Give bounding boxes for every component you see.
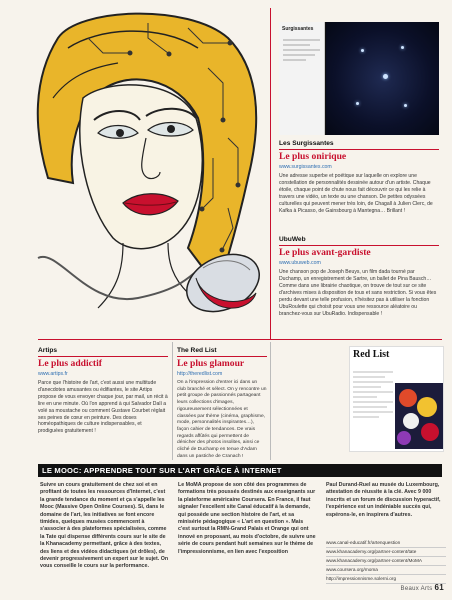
text-line	[353, 396, 377, 398]
text-line	[353, 391, 393, 393]
section-ubuweb	[279, 236, 439, 318]
section-rule	[38, 356, 168, 357]
constellation-view	[326, 22, 439, 135]
mooc-link[interactable]: www.khanacademy.org/partner-content/MoMA	[326, 557, 446, 566]
section-rule	[177, 356, 267, 357]
section-text: Une chanson pop de Joseph Beuys, un film dada tourné par Duchamp, un enregistrement de Sartre, un ballet de Pina Bausch… Comme dans une librairie chaotique, on trouve de tout sur ce site d'archives mises à disposition de tous et sans restriction. Si vous êtes perdu devant une telle profusion, n'hésitez pas à utiliser la fonction UbuRoulette qui choisit pour vous une ressource aléatoire ou branchez-vous sur UbuRadio. Indispensable !	[279, 269, 437, 317]
flower-shape	[403, 413, 419, 429]
mooc-column-1	[40, 482, 170, 571]
text-line	[353, 376, 385, 378]
section-url-link[interactable]: www.ubuweb.com	[279, 260, 321, 266]
text-line	[353, 371, 393, 373]
mooc-column-2	[178, 482, 316, 556]
star-icon	[404, 104, 407, 107]
sidebar-line	[283, 54, 315, 56]
section-title: Le plus avant-gardiste	[279, 247, 371, 258]
star-icon	[383, 74, 388, 79]
section-url-link[interactable]: http://theredlist.com	[177, 371, 223, 377]
mooc-links	[326, 539, 446, 584]
section-title: Le plus onirique	[279, 151, 347, 162]
redlist-screen-title: Red List	[353, 349, 390, 360]
section-name: The Red List	[177, 347, 217, 354]
section-surgissantes	[279, 140, 439, 215]
flower-shape	[397, 431, 411, 445]
sidebar-line	[283, 44, 310, 46]
text-line	[353, 381, 393, 383]
sidebar-line	[283, 39, 320, 41]
mooc-link[interactable]: www.coursera.org/moma	[326, 566, 446, 575]
section-rule	[279, 149, 439, 150]
magazine-name: Beaux Arts	[400, 586, 433, 592]
section-text: Une adresse superbe et poétique sur laquelle on explore une constellation de personnalités dessinée autour d'un artiste. Chaque étoile, chaque point de chute nous fait découvrir ce qui les relie à travers une vidéo, un texte ou une chanson. De petites odyssées culturelles qui peuvent mener très loin, de Chagall à Julien Clerc, de Kafka à Picasso, de Gainsbourg à Mantegna… Brillant !	[279, 173, 433, 214]
surgissantes-screenshot	[279, 22, 439, 135]
page-footer	[401, 583, 444, 592]
section-artips	[38, 347, 168, 435]
redlist-screenshot	[349, 346, 444, 452]
screenshot-sidebar	[279, 22, 325, 135]
text-line	[353, 411, 393, 413]
section-redlist	[177, 347, 267, 460]
mooc-band-title: LE MOOC: APPRENDRE TOUT SUR L'ART GRÂCE À INTERNET	[42, 466, 282, 475]
flower-shape	[421, 423, 439, 441]
frame-line-vertical	[270, 8, 271, 340]
flower-shape	[399, 389, 417, 407]
mooc-link[interactable]: http://impressionnisme.solerni.org	[326, 575, 446, 584]
redlist-text-lines	[353, 371, 393, 421]
screenshot-brand: Surgissantes	[282, 26, 314, 32]
frame-line-mid-vertical-1	[172, 342, 173, 460]
star-icon	[361, 49, 364, 52]
frame-line-horizontal	[38, 339, 442, 340]
star-icon	[401, 46, 404, 49]
page-number: 61	[434, 583, 444, 592]
section-rule	[279, 245, 439, 246]
section-name: UbuWeb	[279, 236, 306, 243]
mooc-text-2: Le MoMA propose de son côté des programmes de formations très poussés destinés aux enseignants sur la plateforme américaine Coursera. En France, il faut signaler l'excellent site Canal éducatif à la demande, qui possède une section histoire de l'art, et sa minisérie pédagogique « L'art en question ». Mais c'est surtout la RMN-Grand Palais et Orange qui ont innové en proposant, au mois d'octobre, de suivre une série de cours pendant huit semaines sur le thème de l'impressionnisme, en lien avec l'exposition	[178, 482, 316, 555]
portrait-artwork	[28, 8, 266, 333]
section-text: Parce que l'histoire de l'art, c'est aussi une multitude d'anecdotes amusantes ou édifiantes, le site Artips propose de vous envoyer chaque jour, par mail, un récit à lire en une minute. Où l'on apprend à qui Salvador Dalí a volé sa moustache ou comment Gustave Courbet réglait ses peines de cœur en peinture. Des doses homéopathiques de culture indispensables, et prodiguées gratuitement !	[38, 380, 168, 435]
text-line	[353, 416, 379, 418]
mooc-link[interactable]: www.khanacademy.org/partner-content/tate	[326, 548, 446, 557]
illustration-portrait	[28, 8, 266, 333]
frame-line-mid-vertical-2	[270, 342, 271, 460]
section-title: Le plus glamour	[177, 358, 245, 369]
section-url-link[interactable]: www.surgissantes.com	[279, 164, 332, 170]
section-url-link[interactable]: www.artips.fr	[38, 371, 68, 377]
sidebar-line	[283, 59, 306, 61]
star-icon	[356, 102, 359, 105]
mooc-text-3: Paul Durand-Ruel au musée du Luxembourg, attestation de réussite à la clé. Avec 9 000 inscrits et un forum de discussion hyperactif, l'expérience est un indéniable succès qui, espérons-le, en inspirera d'autres.	[326, 482, 441, 518]
text-line	[353, 406, 387, 408]
section-text: On a l'impression d'entrer ici dans un club branché et sélect. On y rencontre un petit groupe de passionnés partageant leurs collections d'images, rigoureusement sélectionnées et classées par thème (cinéma, graphisme, mode, personnalités inspirantes…), façon cahier de tendances. De vrais regards affûtés qui permettent de dénicher des photos insolites, ainsi ce cliché de Duchamp en tenue d'Adam dans un pastiche de Cranach !	[177, 380, 267, 459]
section-name: Les Surgissantes	[279, 140, 334, 147]
section-title: Le plus addictif	[38, 358, 102, 369]
mooc-link[interactable]: www.canal-educatif.fr/artenquestion	[326, 539, 446, 548]
mooc-column-3	[326, 482, 446, 519]
section-name: Artips	[38, 347, 58, 354]
sidebar-line	[283, 49, 320, 51]
mooc-band	[38, 464, 442, 477]
text-line	[353, 401, 393, 403]
text-line	[353, 386, 381, 388]
flower-shape	[417, 397, 437, 417]
flower-painting	[395, 383, 443, 449]
mooc-text-1: Suivre un cours gratuitement de chez soi et en profitant de toutes les ressources d'Internet, c'est la grande tendance du moment et ça s'appelle les Mooc (Massive Open Online Courses). Si, dans le domaine de l'art, les initiatives se font encore timides, quelques musées commencent à s'associer à des plateformes spécialisées, comme la Tate qui dispense différents cours sur le site de la Khanacademy permettant, grâce à des textes, des liens et des vidéos didactiques (et drôles), de devenir progressivement un expert sur le sujet. On vous conseille le cours sur la performance.	[40, 482, 169, 570]
